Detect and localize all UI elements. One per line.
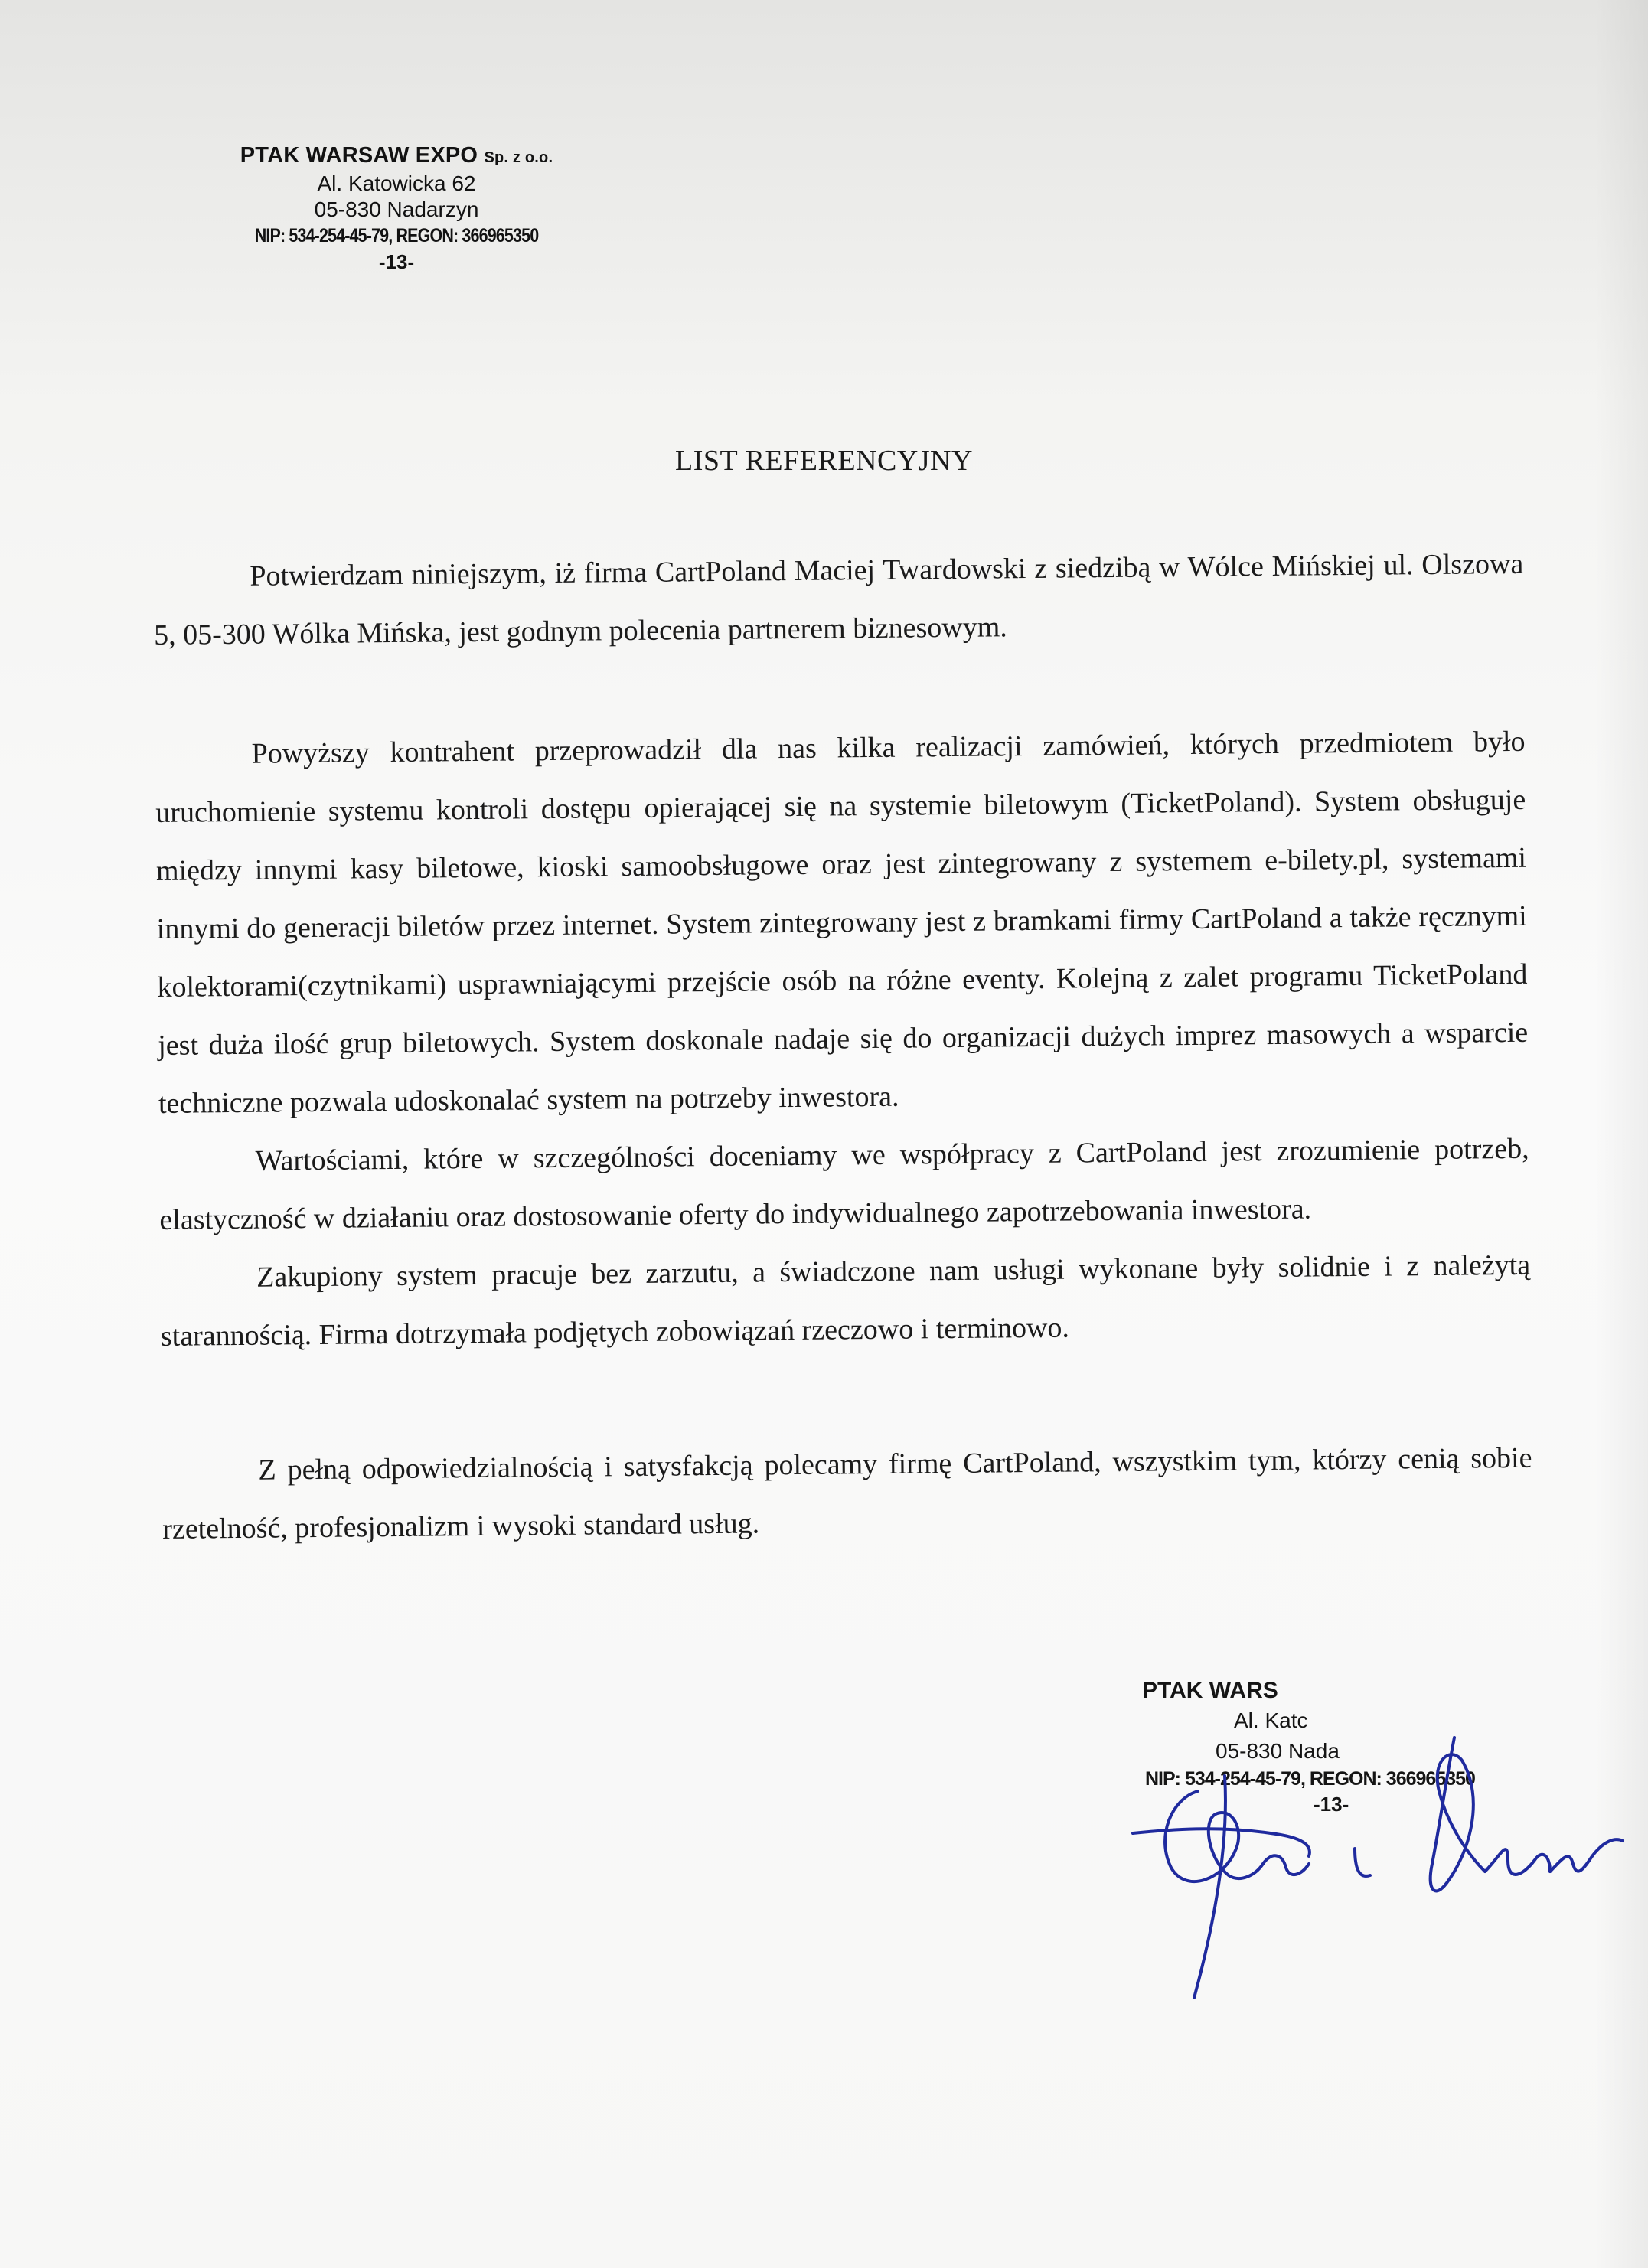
paragraph-system: Powyższy kontrahent przeprowadził dla nas kilka realizacji zamówień, których przedmiotem było uruchomienie systemu kontroli dostępu opierającej się na systemie biletowym (TicketPoland). System obsługuje między innymi kasy biletowe, kioski samoobsługowe oraz jest zintegrowany z systemem e-bilety.pl, systemami innymi do generacji biletów przez internet. System zintegrowany jest z bramkami firmy CartPoland a także ręcznymi kolektorami(czytnikami) usprawniającymi przejście osób na różne eventy. Kolejną z zalet programu TicketPoland jest duża ilość grup biletowych. System doskonale nadaje się do organizacji dużych imprez masowych a wsparcie techniczne pozwala udoskonalać system na potrzeby inwestora. — [155, 725, 1529, 1120]
stamp-address-city: 05-830 Nadarzyn — [314, 197, 479, 221]
footer-stamp-company: PTAK WARS — [1142, 1678, 1278, 1703]
stamp-company-name: PTAK WARSAW EXPO — [240, 143, 478, 168]
footer-stamp-registry: NIP: 534-254-45-79, REGON: 366965350 — [1145, 1768, 1475, 1790]
document-title: LIST REFERENCYJNY — [675, 445, 973, 477]
header-company-stamp — [205, 142, 588, 275]
letter-body — [153, 535, 1533, 1558]
paragraph-recommendation: Z pełną odpowiedzialnością i satysfakcją polecamy firmę CartPoland, wszystkim tym, którzy cenią sobie rzetelność, profesjonalizm i wysoki standard usług. — [162, 1441, 1532, 1545]
stamp-company-line — [205, 142, 588, 171]
stamp-registry: NIP: 534-254-45-79, REGON: 366965350 — [254, 225, 539, 246]
stamp-company-suffix: Sp. z o.o. — [484, 149, 553, 166]
paragraph-quality: Zakupiony system pracuje bez zarzutu, a świadczone nam usługi wykonane były solidnie i z należytą starannością. Firma dotrzymała podjętych zobowiązań rzeczowo i terminowo. — [160, 1248, 1531, 1353]
stamp-address-street: Al. Katowicka 62 — [317, 171, 476, 195]
footer-stamp-street: Al. Katc — [1234, 1708, 1308, 1732]
handwritten-signature — [1125, 1684, 1630, 2005]
paragraph-values: Wartościami, które w szczególności doceniamy we współpracy z CartPoland jest zrozumienie potrzeb, elastyczność w działaniu oraz dostosowanie oferty do indywidualnego zapotrzebowania inwestora. — [159, 1132, 1529, 1236]
paragraph-intro: Potwierdzam niniejszym, iż firma CartPoland Maciej Twardowski z siedzibą w Wólce Mińskiej ul. Olszowa 5, 05-300 Wólka Mińska, jest godnym polecenia partnerem biznesowym. — [153, 547, 1524, 651]
stamp-number: -13- — [378, 250, 415, 273]
footer-stamp-city: 05-830 Nada — [1216, 1739, 1340, 1763]
footer-stamp-number: -13- — [1314, 1793, 1349, 1816]
